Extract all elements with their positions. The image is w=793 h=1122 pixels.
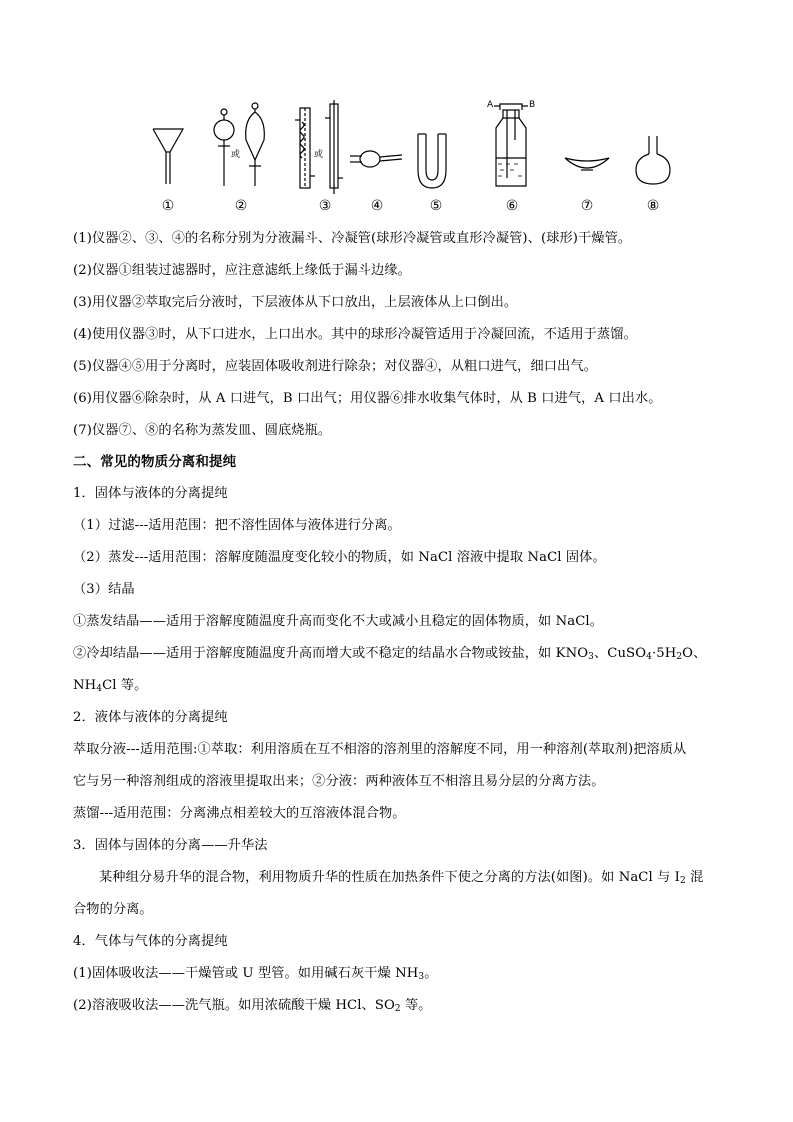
label-7: ⑦ <box>580 198 594 214</box>
text-line: 萃取分液---适用范围:①萃取：利用溶质在互不相溶的溶剂里的溶解度不同，用一种溶剂(萃取剂)把溶质从 <box>73 742 687 757</box>
text-line: (1)仪器②、③、④的名称分别为分液漏斗、冷凝管(球形冷凝管或直形冷凝管)、(球形)干燥管。 <box>73 231 632 246</box>
u-tube-icon <box>418 134 446 188</box>
text-line: 某种组分易升华的混合物，利用物质升华的性质在加热条件下使之分离的方法(如图)。如 NaCl 与 $I_2$ 混 <box>99 870 704 886</box>
or-label-2: 或 <box>314 150 324 160</box>
text-line: (1)固体吸收法——干燥管或 U 型管。如用碱石灰干燥 $NH_3$。 <box>73 966 438 982</box>
text-line: 合物的分离。 <box>73 902 153 917</box>
label-4: ④ <box>370 198 384 214</box>
section-heading: 二、常见的物质分离和提纯 <box>73 454 237 470</box>
apparatus-figure <box>140 100 680 218</box>
label-5: ⑤ <box>429 198 443 214</box>
text-line: (6)用仪器⑥除杂时，从 A 口进气，B 口出气；用仪器⑥排水收集气体时，从 B 口进气，A 口出水。 <box>73 391 662 406</box>
separatory-funnel-icon <box>214 103 264 186</box>
label-8: ⑧ <box>646 198 660 214</box>
label-2: ② <box>234 198 248 214</box>
text-line: (2)溶液吸收法——洗气瓶。如用浓硫酸干燥 HCl、$SO_2$ 等。 <box>73 998 432 1014</box>
text-line: $NH_4Cl$ 等。 <box>73 678 148 694</box>
gas-washing-bottle-icon <box>494 104 528 186</box>
funnel-icon <box>153 129 183 184</box>
port-a-label: A <box>487 100 494 110</box>
port-b-label: B <box>529 100 536 110</box>
round-bottom-flask-icon <box>636 136 670 184</box>
subsection-heading: 1．固体与液体的分离提纯 <box>73 486 228 501</box>
text-line: ②冷却结晶——适用于溶解度随温度升高而增大或不稳定的结晶水合物或铵盐，如 $KNO_3$、$CuSO_4\cdot 5H_2O$、 <box>73 646 707 662</box>
text-line: (3)用仪器②萃取完后分液时，下层液体从下口放出，上层液体从上口倒出。 <box>73 295 518 310</box>
condenser-icon <box>295 100 343 194</box>
text-line: 它与另一种溶剂组成的溶液里提取出来；②分液：两种液体互不相溶且易分层的分离方法。 <box>73 774 605 789</box>
text-line: （2）蒸发---适用范围：溶解度随温度变化较小的物质，如 NaCl 溶液中提取 NaCl 固体。 <box>73 550 606 565</box>
text-line: （3）结晶 <box>73 582 135 597</box>
subsection-heading: 3．固体与固体的分离——升华法 <box>73 838 268 853</box>
text-line: (7)仪器⑦、⑧的名称为蒸发皿、圆底烧瓶。 <box>73 423 332 438</box>
apparatus-drawing <box>140 100 680 200</box>
text-line: (5)仪器④⑤用于分离时，应装固体吸收剂进行除杂；对仪器④，从粗口进气，细口出气。 <box>73 359 597 374</box>
text-line: (4)使用仪器③时，从下口进水，上口出水。其中的球形冷凝管适用于冷凝回流，不适用于蒸馏。 <box>73 327 637 342</box>
text-line: （1）过滤---适用范围：把不溶性固体与液体进行分离。 <box>73 518 401 533</box>
label-1: ① <box>161 198 175 214</box>
evaporating-dish-icon <box>565 158 609 170</box>
text-line: ①蒸发结晶——适用于溶解度随温度升高而变化不大或减小且稳定的固体物质，如 NaCl。 <box>73 614 604 629</box>
subsection-heading: 2．液体与液体的分离提纯 <box>73 710 228 725</box>
label-6: ⑥ <box>505 198 519 214</box>
label-3: ③ <box>318 198 332 214</box>
text-line: (2)仪器①组装过滤器时，应注意滤纸上缘低于漏斗边缘。 <box>73 263 411 278</box>
text-line: 蒸馏---适用范围：分离沸点相差较大的互溶液体混合物。 <box>73 806 406 821</box>
or-label-1: 或 <box>231 150 241 160</box>
subsection-heading: 4．气体与气体的分离提纯 <box>73 934 228 949</box>
drying-tube-icon <box>350 151 402 167</box>
